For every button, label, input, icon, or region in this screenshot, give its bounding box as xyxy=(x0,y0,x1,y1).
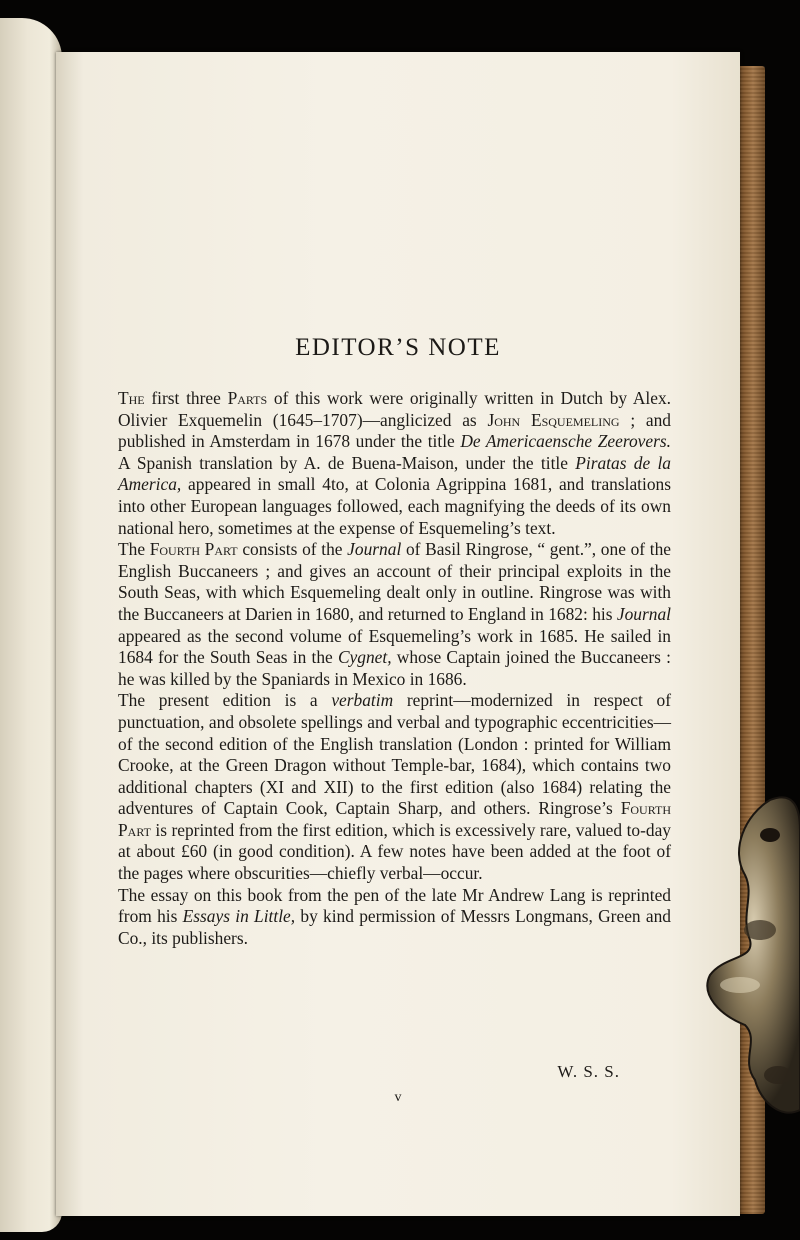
text-run: appeared in small 4to, at Colonia Agrippina 1681, and translations into other European languages followed, each magnifying the deeds of its own national hero, sometimes at the expense of Esquemeling’s text. xyxy=(118,474,671,538)
paragraph xyxy=(118,539,671,690)
text-run: consists of the xyxy=(237,539,348,560)
text-run: appeared as the second volume of Esquemeling’s work in 1685. He sailed in 1684 for the South Seas in the xyxy=(118,625,671,668)
italic-text: Piratas de la America, xyxy=(118,452,671,495)
italic-text: verbatim xyxy=(331,690,394,711)
paragraph xyxy=(118,690,671,884)
left-page-edge xyxy=(0,18,62,1232)
small-caps-text: Fourth Part xyxy=(118,798,671,840)
small-caps-text: John Esquemeling xyxy=(487,409,620,430)
text-run: by kind permission of Messrs Longmans, Green and Co., its publishers. xyxy=(118,906,671,948)
page-number: v xyxy=(394,1090,402,1105)
text-run: A Spanish translation by A. de Buena-Maison, under the title xyxy=(118,452,576,473)
text-run: The present edition is a xyxy=(118,690,332,711)
text-run: first three xyxy=(144,388,228,408)
paragraph xyxy=(118,885,671,950)
italic-text: De Americaensche Zeerovers. xyxy=(460,431,672,452)
body-text xyxy=(118,388,671,949)
page-title: EDITOR’S NOTE xyxy=(295,334,501,361)
text-run: ; and published in Amsterdam in 1678 under the title xyxy=(118,409,672,452)
italic-text: Cygnet, xyxy=(337,647,392,668)
small-caps-text: The xyxy=(118,388,145,408)
text-run: whose Captain joined the Buccaneers : he was killed by the Spaniards in Mexico in 1686. xyxy=(118,647,671,689)
italic-text: Essays in Little, xyxy=(182,906,296,927)
metal-clasp xyxy=(700,790,800,1120)
signature-initials: W. S. S. xyxy=(557,1062,620,1081)
text-run: The essay on this book from the pen of the late Mr Andrew Lang is reprinted from his xyxy=(118,884,671,927)
text-run: of Basil Ringrose, “ gent.”, one of the English Buccaneers ; and gives an account of their principal exploits in the South Seas, with which Esquemeling dealt only in outline. Ringrose was with the Buccaneers at Darien in 1680, and returned to England in 1682: his xyxy=(118,539,671,624)
text-run: is reprinted from the first edition, which is excessively rare, valued to-day at about £60 (in good condition). A few notes have been added at the foot of the pages where obscurities—chiefly verbal—occur. xyxy=(118,819,671,884)
small-caps-text: Parts xyxy=(227,388,268,408)
text-run: of this work were originally written in Dutch by Alex. Olivier Exquemelin (1645–1707)—anglicized as xyxy=(118,388,672,430)
text-run: reprint—modernized in respect of punctuation, and obsolete spellings and verbal and typographic eccentricities—of the second edition of the English translation (London : printed for William Crooke, at the Green Dragon without Temple-bar, 1684), which contains two additional chapters (XI and XII) to the first edition (also 1684) relating the adventures of Captain Cook, Captain Sharp, and others. Ringrose’s xyxy=(118,690,671,819)
paragraph xyxy=(118,388,671,539)
book-page xyxy=(56,52,740,1216)
italic-text: Journal xyxy=(616,603,671,624)
text-run: The xyxy=(118,539,150,560)
small-caps-text: Fourth Part xyxy=(149,539,238,560)
italic-text: Journal xyxy=(347,539,402,560)
